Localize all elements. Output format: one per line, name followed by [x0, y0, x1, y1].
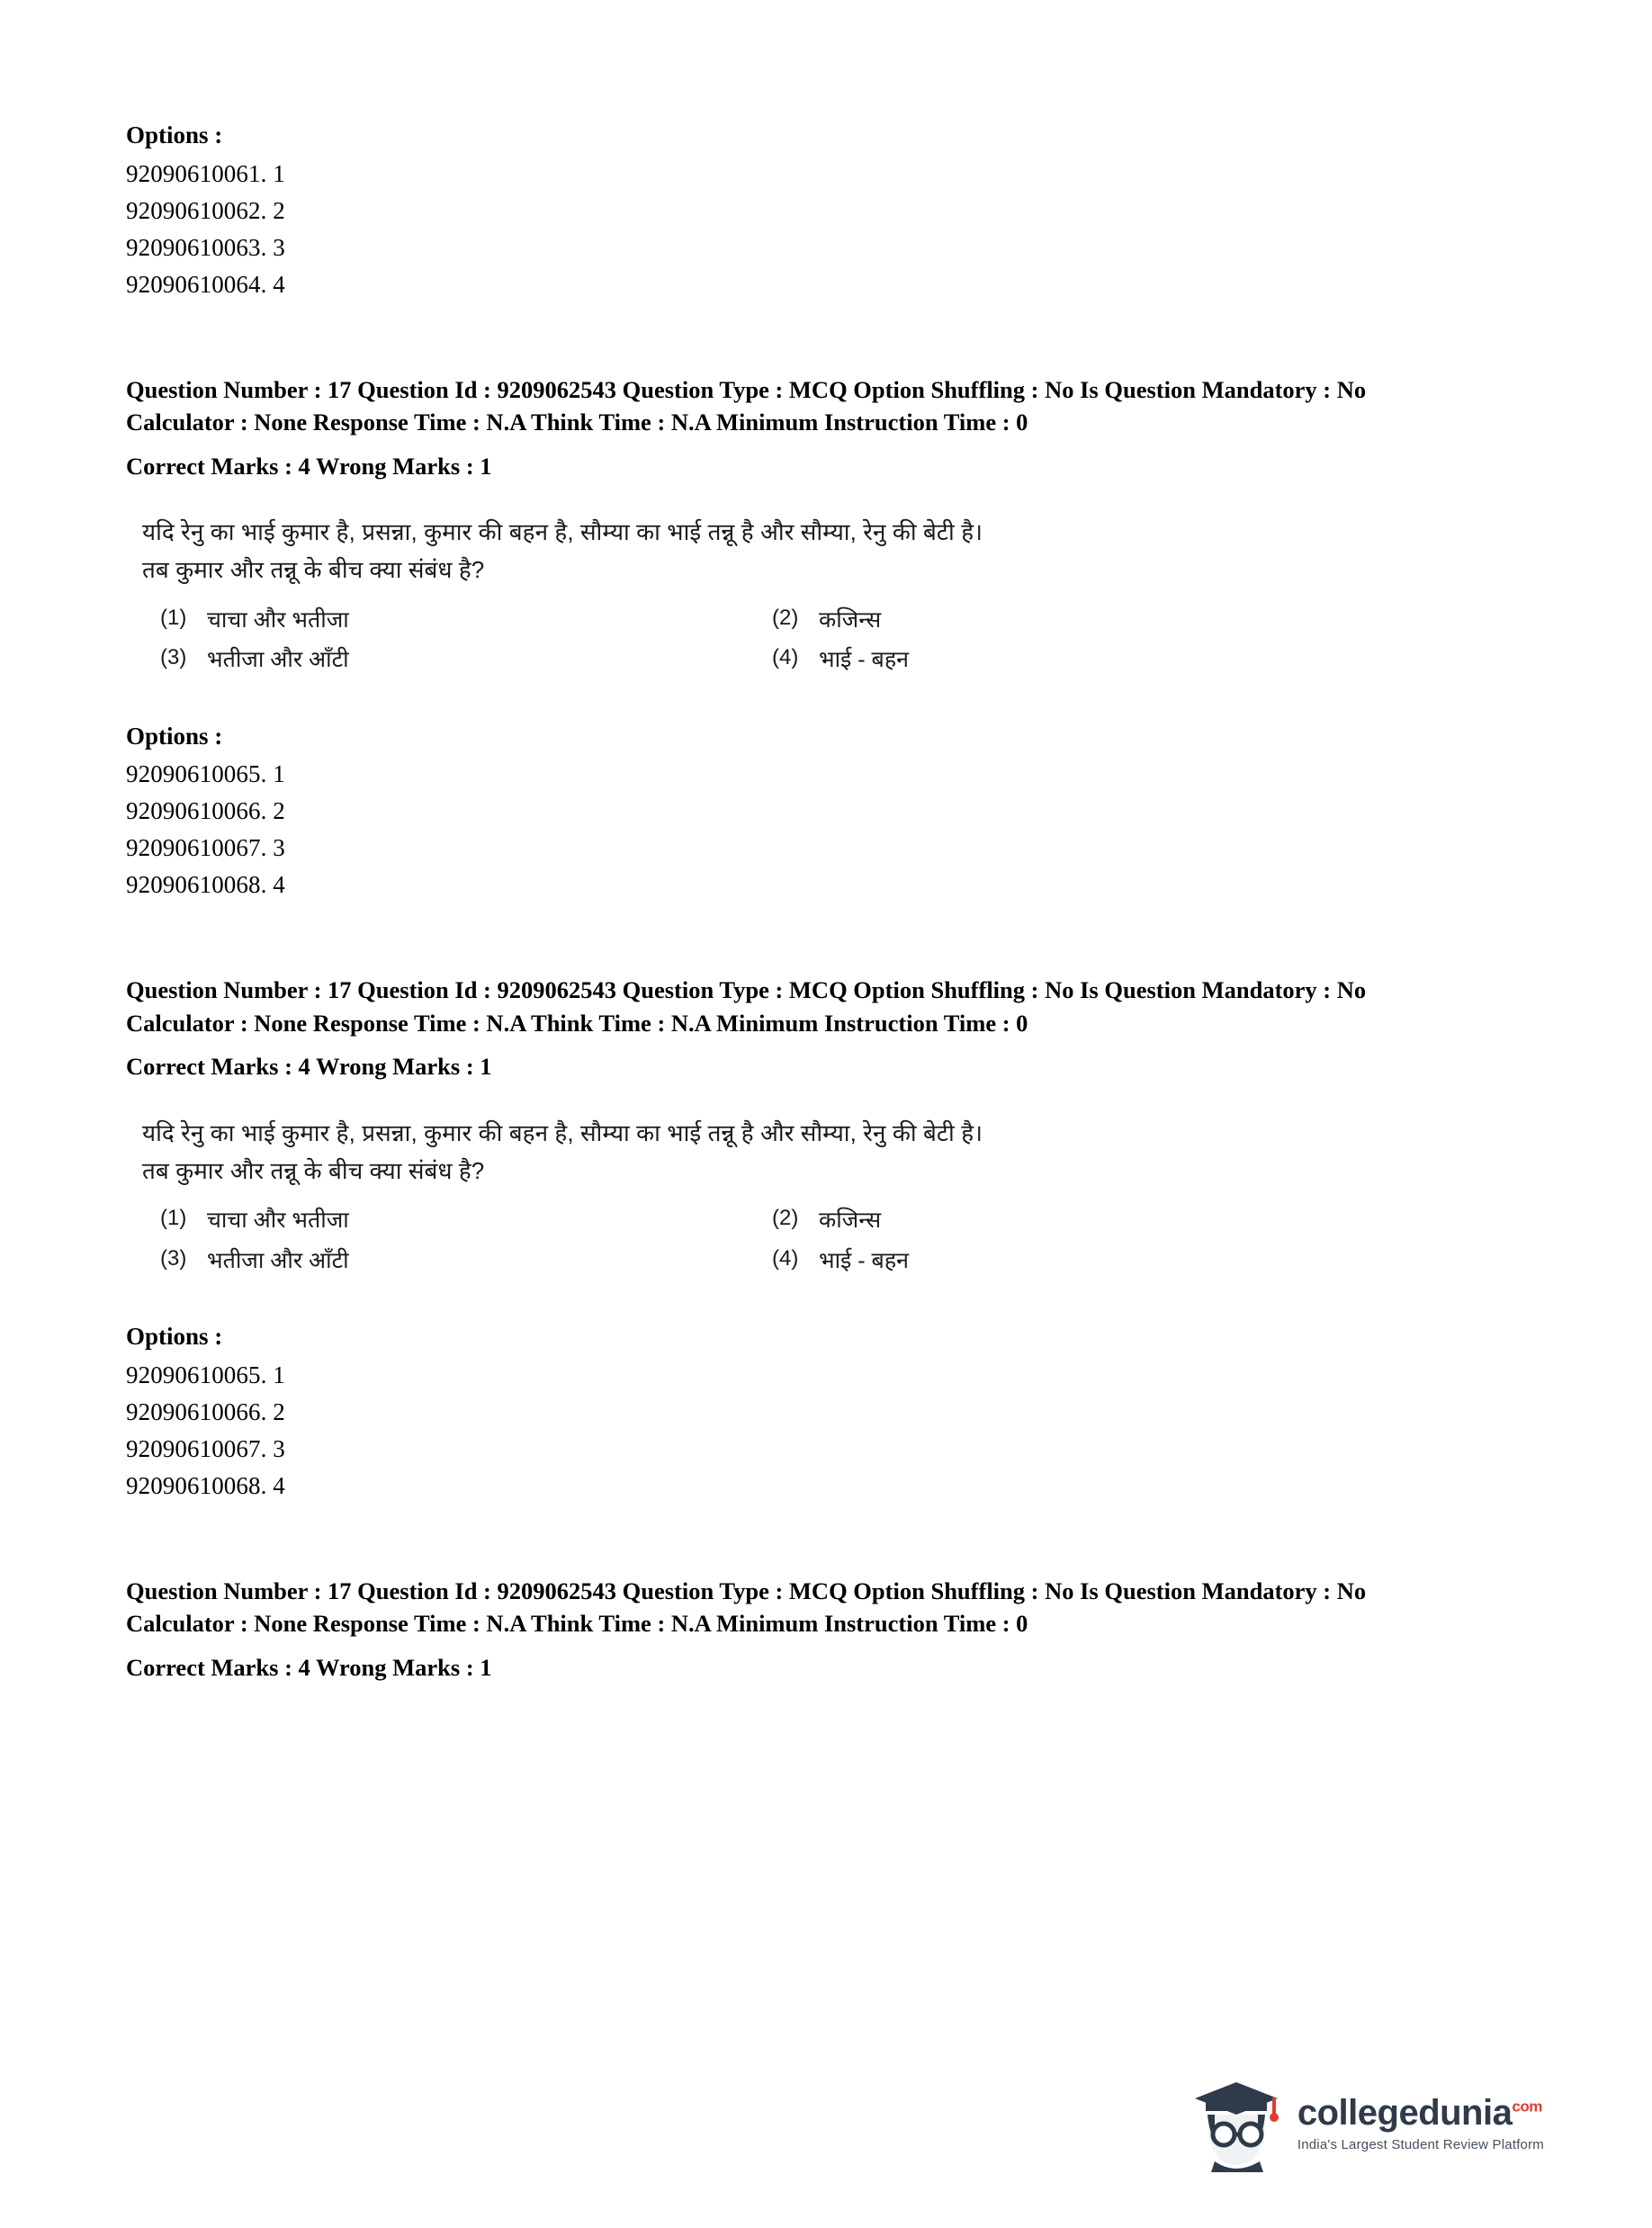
spacer: [126, 1286, 1494, 1318]
answer-option-row: [142, 1246, 1177, 1276]
answer-option-number: (1): [160, 605, 187, 630]
question-meta-line: Question Number : 17 Question Id : 9209062543 Question Type : MCQ Option Shuffling : No Is Question Mandatory : No Calculator : None Response Time : N.A Think Time : N.A Minimum Instruction Time : 0: [126, 976, 1367, 1037]
brand-word: collegedunia: [1297, 2093, 1513, 2133]
answer-option-row: [142, 645, 1177, 675]
answer-option-number: (3): [160, 645, 187, 670]
option-code: 92090610065. 1: [126, 1361, 285, 1388]
document-content: [126, 117, 1494, 1684]
answer-option-number: (3): [160, 1245, 187, 1271]
answer-option-text: कजिन्स: [819, 1208, 882, 1234]
question-meta-block: [126, 1575, 1494, 1684]
question-meta-line: Question Number : 17 Question Id : 9209062543 Question Type : MCQ Option Shuffling : No Is Question Mandatory : No Calculator : None Response Time : N.A Think Time : N.A Minimum Instruction Time : 0: [126, 1577, 1367, 1638]
answer-option-number: (1): [160, 1206, 187, 1231]
answer-option-2[interactable]: [754, 606, 1168, 635]
option-code: 92090610067. 3: [126, 1434, 285, 1462]
options-heading: Options :: [126, 1323, 223, 1351]
answer-option-number: (2): [772, 1206, 799, 1231]
question-body: [142, 1114, 1339, 1275]
option-code: 92090610062. 2: [126, 196, 285, 224]
question-body: [142, 513, 1339, 674]
question-marks-line: Correct Marks : 4 Wrong Marks : 1: [126, 1053, 492, 1081]
spacer: [126, 686, 1494, 718]
answer-options: [142, 606, 1177, 675]
answer-option-number: (4): [772, 645, 799, 670]
brand-suffix: com: [1512, 2098, 1542, 2116]
spacer: [126, 1505, 1494, 1575]
question-text-line-2: तब कुमार और तन्नू के बीच क्या संबंध है?: [142, 1156, 485, 1184]
option-code: 92090610065. 1: [126, 760, 285, 788]
options-heading: Options :: [126, 121, 223, 148]
option-code: 92090610061. 1: [126, 159, 285, 187]
answer-option-row: [142, 606, 1177, 635]
answer-option-text: भतीजा और आँटी: [207, 1247, 349, 1273]
option-code: 92090610063. 3: [126, 233, 285, 261]
answer-options: [142, 1206, 1177, 1275]
options-heading: Options :: [126, 722, 223, 750]
answer-option-2[interactable]: [754, 1206, 1168, 1235]
answer-option-text: भाई - बहन: [819, 1247, 909, 1273]
mascot-icon: [1188, 2075, 1285, 2172]
spacer: [126, 303, 1494, 373]
answer-option-number: (2): [772, 605, 799, 630]
answer-option-3[interactable]: [142, 1246, 754, 1276]
question-text-line-2: तब कुमार और तन्नू के बीच क्या संबंध है?: [142, 556, 485, 584]
option-code: 92090610066. 2: [126, 797, 285, 825]
answer-option-3[interactable]: [142, 645, 754, 675]
question-marks-line: Correct Marks : 4 Wrong Marks : 1: [126, 1653, 492, 1681]
answer-option-text: चाचा और भतीजा: [207, 606, 349, 633]
answer-option-1[interactable]: [142, 1206, 754, 1235]
options-block: [126, 1318, 1494, 1505]
answer-option-text: चाचा और भतीजा: [207, 1208, 349, 1234]
question-text-line-1: यदि रेनु का भाई कुमार है, प्रसन्ना, कुमार की बहन है, सौम्या का भाई तन्नू है और सौम्या, रेनु की बेटी है।: [142, 1118, 983, 1146]
question-meta-line: Question Number : 17 Question Id : 9209062543 Question Type : MCQ Option Shuffling : No Is Question Mandatory : No Calculator : None Response Time : N.A Think Time : N.A Minimum Instruction Time : 0: [126, 375, 1367, 436]
spacer: [126, 903, 1494, 974]
options-block: [126, 117, 1494, 303]
option-code: 92090610068. 4: [126, 1471, 285, 1499]
answer-option-text: भाई - बहन: [819, 647, 909, 673]
question-marks-line: Correct Marks : 4 Wrong Marks : 1: [126, 452, 492, 480]
brand-name: [1297, 2095, 1544, 2131]
answer-option-4[interactable]: [754, 645, 1168, 675]
answer-option-text: कजिन्स: [819, 606, 882, 633]
watermark-text: [1297, 2095, 1544, 2152]
question-text-line-1: यदि रेनु का भाई कुमार है, प्रसन्ना, कुमार की बहन है, सौम्या का भाई तन्नू है और सौम्या, रेनु की बेटी है।: [142, 518, 983, 546]
answer-option-row: [142, 1206, 1177, 1235]
collegedunia-watermark: [1188, 2075, 1544, 2172]
answer-option-1[interactable]: [142, 606, 754, 635]
options-block: [126, 718, 1494, 904]
option-code: 92090610068. 4: [126, 871, 285, 899]
brand-tagline: India's Largest Student Review Platform: [1297, 2137, 1544, 2152]
question-meta-block: [126, 373, 1494, 483]
option-code: 92090610067. 3: [126, 834, 285, 862]
answer-option-number: (4): [772, 1245, 799, 1271]
option-code: 92090610064. 4: [126, 270, 285, 298]
question-meta-block: [126, 974, 1494, 1083]
option-code: 92090610066. 2: [126, 1397, 285, 1425]
answer-option-text: भतीजा और आँटी: [207, 647, 349, 673]
answer-option-4[interactable]: [754, 1246, 1168, 1276]
